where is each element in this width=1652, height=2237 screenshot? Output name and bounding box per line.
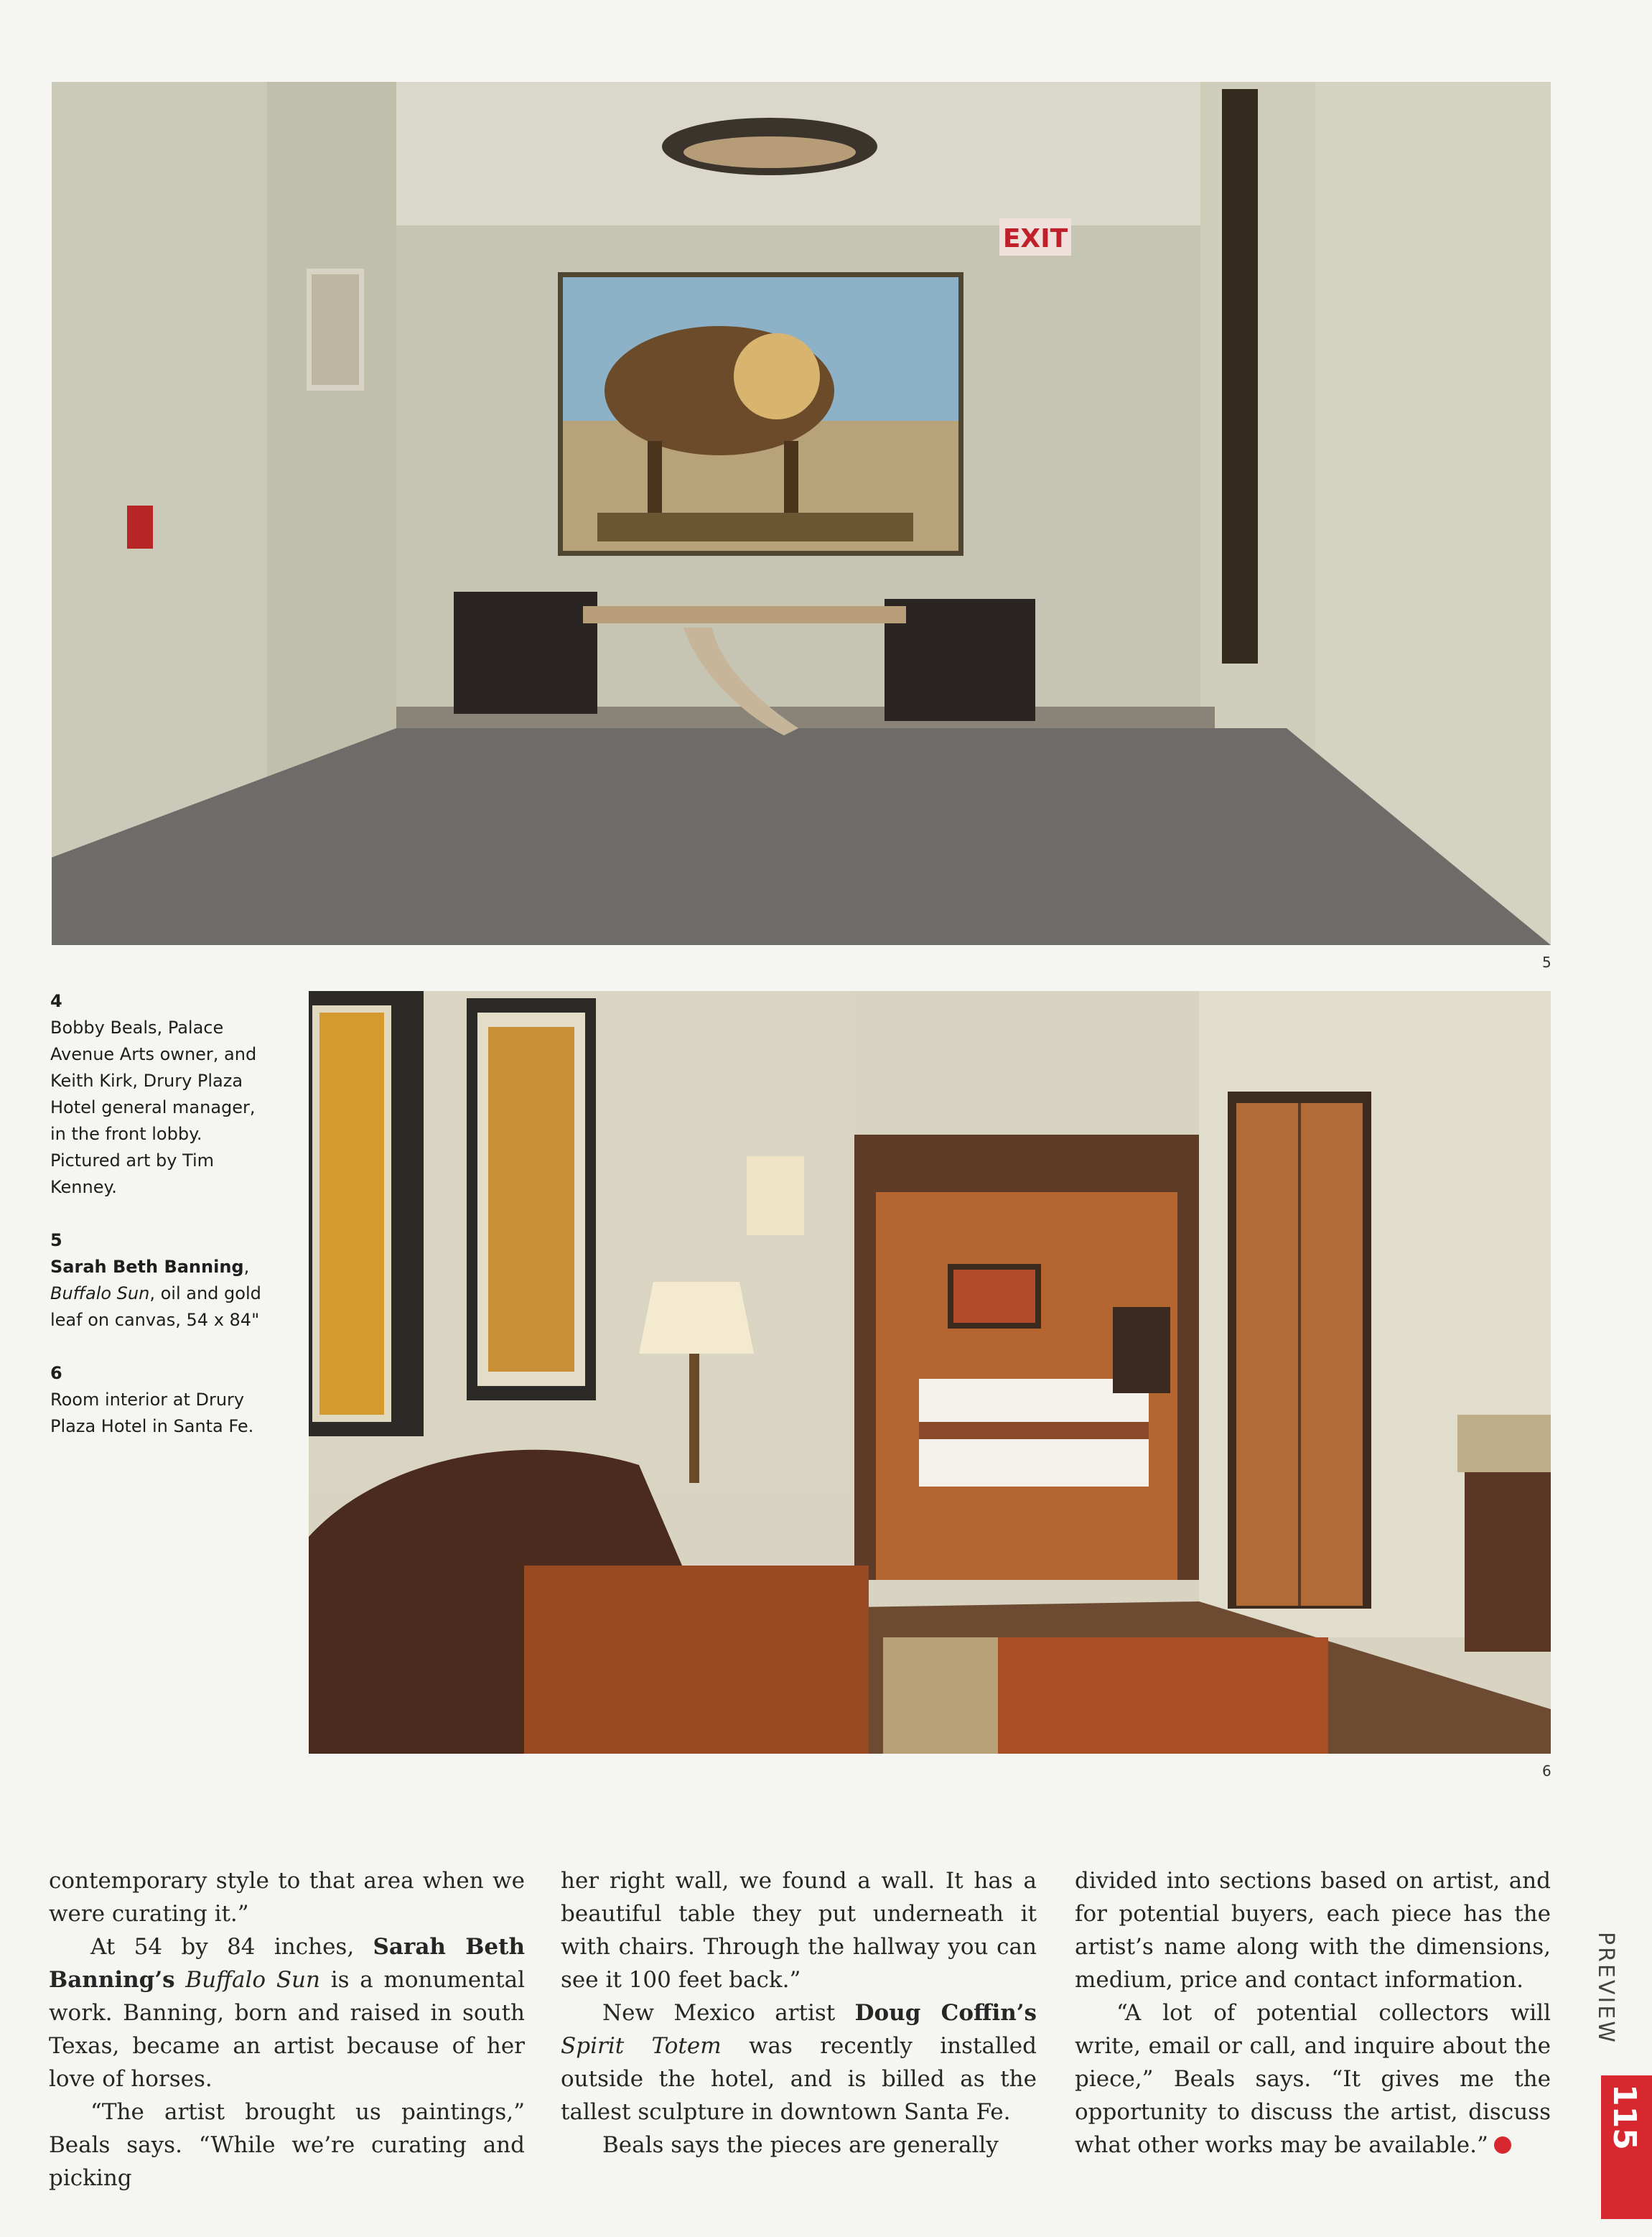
page-number-tab [1601,2075,1652,2219]
artist-name: Sarah Beth Banning’s [49,1934,525,1993]
caption-text: Room interior at Drury Plaza Hotel in Santa Fe. [50,1390,254,1436]
caption-5: 5 Sarah Beth Banning, Buffalo Sun, oil and gold leaf on canvas, 54 x 84" [50,1227,266,1334]
paragraph: “The artist brought us paintings,” Beals says. “While we’re curating and picking [49,2099,525,2191]
photo-hotel-hallway [52,82,1551,945]
caption-number: 4 [50,991,62,1011]
photo-hotel-room [309,991,1551,1754]
paragraph: New Mexico artist Doug Coffin’s Spirit Totem was recently installed outside the hotel, and is billed as the tallest sculpture in downtown Santa Fe. [561,2000,1037,2125]
exit-sign: EXIT [1002,224,1068,254]
end-mark-icon [1494,2136,1511,2154]
paragraph: contemporary style to that area when we were curating it.” [49,1868,525,1927]
caption-artwork-title: Buffalo Sun [50,1283,150,1303]
artwork-title: Spirit Totem [561,2033,722,2059]
caption-6 [50,1360,266,1440]
article-column-2 [561,1864,1037,2162]
caption-4 [50,988,266,1201]
section-label-text: PREVIEW [1593,1932,1618,2045]
paragraph: Beals says the pieces are generally [602,2132,999,2158]
caption-artist: Sarah Beth Banning [50,1257,244,1277]
paragraph: her right wall, we found a wall. It has a beautiful table they put underneath it with chairs. Through the hallway you can see it 100 feet back.” [561,1868,1037,1993]
photo-number-6: 6 [1542,1762,1551,1780]
room-image [309,991,1551,1754]
paragraph: “A lot of potential collectors will write, email or call, and inquire about the piece,” Beals says. “It gives me the opportunity to discuss the artist, discuss what other works may be available.” [1075,2000,1551,2158]
artist-name: Doug Coffin’s [854,2000,1037,2026]
paragraph: divided into sections based on artist, and for potential buyers, each piece has the artist’s name along with the dimensions, medium, price and contact information. [1075,1868,1551,1993]
page-number: 115 [1606,2084,1643,2150]
paragraph: At 54 by 84 inches, Sarah Beth Banning’s Buffalo Sun is a monumental work. Banning, born and raised in south Texas, became an artist because of her love of horses. [49,1934,525,2092]
article-column-3 [1075,1864,1551,2162]
caption-number: 6 [50,1363,62,1383]
photo-number-5: 5 [1542,954,1551,971]
article-column-1 [49,1864,525,2195]
caption-text: Bobby Beals, Palace Avenue Arts owner, and Keith Kirk, Drury Plaza Hotel general manager, in the front lobby. Pictured art by Tim Kenney. [50,1018,257,1197]
caption-details: , oil and gold leaf on canvas, 54 x 84" [50,1283,261,1330]
caption-number: 5 [50,1230,62,1250]
hallway-image [52,82,1551,945]
artwork-title: Buffalo Sun [185,1967,320,1993]
photo-captions [50,988,266,1466]
